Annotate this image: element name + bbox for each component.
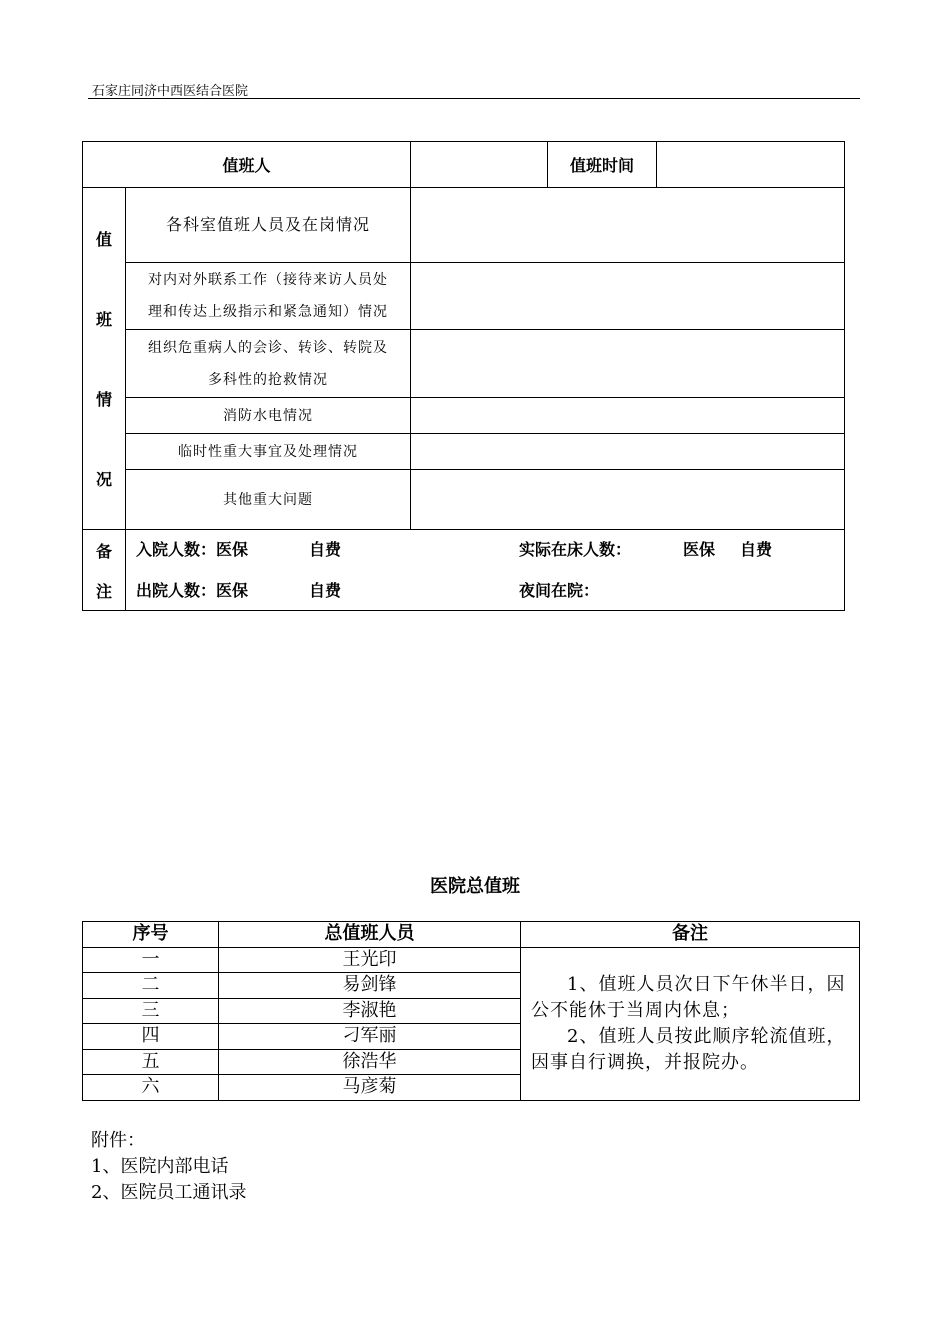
item-label-critical xyxy=(126,330,411,398)
page-header-org-name: 石家庄同济中西医结合医院 xyxy=(92,84,249,99)
item-value-critical[interactable] xyxy=(411,330,845,398)
duty-person-label: 值班人 xyxy=(83,142,411,188)
form-row-staff xyxy=(83,188,845,263)
roster-col-no: 序号 xyxy=(83,922,219,948)
roster-name: 刁军丽 xyxy=(219,1024,521,1050)
attachment-item-2: 2、医院员工通讯录 xyxy=(91,1182,247,1203)
roster-col-note: 备注 xyxy=(521,922,860,948)
item-label-other: 其他重大问题 xyxy=(126,470,411,530)
roster-col-name: 总值班人员 xyxy=(219,922,521,948)
item-label-staff: 各科室值班人员及在岗情况 xyxy=(126,188,411,263)
form-row-critical xyxy=(83,330,845,398)
side-char-1: 值 xyxy=(95,230,112,249)
item-label-critical-line2: 多科性的抢救情况 xyxy=(208,371,328,388)
header-rule xyxy=(88,98,860,99)
notes-side-char-1: 备 xyxy=(95,541,112,561)
item-value-liaison[interactable] xyxy=(411,263,845,330)
attachments-heading: 附件： xyxy=(91,1130,145,1151)
admit-label: 入院人数：医保 xyxy=(136,540,249,559)
discharge-self-label: 自费 xyxy=(309,581,342,600)
duty-person-value[interactable] xyxy=(411,142,548,188)
form-row-major-matters xyxy=(83,434,845,470)
item-value-other[interactable] xyxy=(411,470,845,530)
item-label-liaison-line2: 理和传达上级指示和紧急通知）情况 xyxy=(148,304,388,320)
item-label-fire-utility: 消防水电情况 xyxy=(126,398,411,434)
roster-name: 李淑艳 xyxy=(219,998,521,1024)
night-label: 夜间在院： xyxy=(519,581,600,600)
notes-content xyxy=(126,530,845,611)
duty-report-form xyxy=(82,141,845,611)
attachments xyxy=(91,1128,246,1206)
roster-note xyxy=(521,947,860,1100)
notes-row xyxy=(83,530,845,611)
form-row-fire-utility xyxy=(83,398,845,434)
duty-situation-side-label xyxy=(83,188,126,530)
item-value-staff[interactable] xyxy=(411,188,845,263)
item-value-fire-utility[interactable] xyxy=(411,398,845,434)
actual-insured-label: 医保 xyxy=(683,540,716,559)
roster-no: 六 xyxy=(83,1075,219,1101)
discharge-label: 出院人数：医保 xyxy=(136,581,249,600)
duty-time-value[interactable] xyxy=(657,142,845,188)
item-value-major-matters[interactable] xyxy=(411,434,845,470)
roster-note-line1: 1、值班人员次日下午休半日，因公不能休于当周内休息； xyxy=(531,973,846,1021)
roster-name: 王光印 xyxy=(219,947,521,973)
item-label-liaison-line1: 对内对外联系工作（接待来访人员处 xyxy=(148,272,388,288)
form-row-other xyxy=(83,470,845,530)
item-label-critical-line1: 组织危重病人的会诊、转诊、转院及 xyxy=(148,339,388,356)
roster-no: 五 xyxy=(83,1049,219,1075)
roster-name: 马彦菊 xyxy=(219,1075,521,1101)
side-char-4: 况 xyxy=(95,470,112,489)
notes-side-char-2: 注 xyxy=(95,581,112,601)
roster-name: 徐浩华 xyxy=(219,1049,521,1075)
roster-table xyxy=(82,921,860,1101)
notes-side-label xyxy=(83,530,126,611)
item-label-major-matters: 临时性重大事宜及处理情况 xyxy=(126,434,411,470)
form-row-liaison xyxy=(83,263,845,330)
roster-header-row xyxy=(83,922,860,948)
side-char-3: 情 xyxy=(95,390,112,409)
actual-bed-label: 实际在床人数： xyxy=(519,540,632,559)
item-label-liaison xyxy=(126,263,411,330)
actual-self-label: 自费 xyxy=(740,540,773,559)
roster-no: 四 xyxy=(83,1024,219,1050)
duty-person-row xyxy=(83,142,845,188)
roster-name: 易剑锋 xyxy=(219,973,521,999)
side-char-2: 班 xyxy=(95,310,112,329)
roster-title: 医院总值班 xyxy=(430,876,520,897)
roster-no: 三 xyxy=(83,998,219,1024)
table-row xyxy=(83,947,860,973)
admit-self-label: 自费 xyxy=(309,540,342,559)
duty-time-label: 值班时间 xyxy=(548,142,657,188)
roster-note-line2: 2、值班人员按此顺序轮流值班，因事自行调换，并报院办。 xyxy=(531,1025,846,1073)
attachment-item-1: 1、医院内部电话 xyxy=(91,1156,229,1177)
roster-no: 一 xyxy=(83,947,219,973)
roster-no: 二 xyxy=(83,973,219,999)
